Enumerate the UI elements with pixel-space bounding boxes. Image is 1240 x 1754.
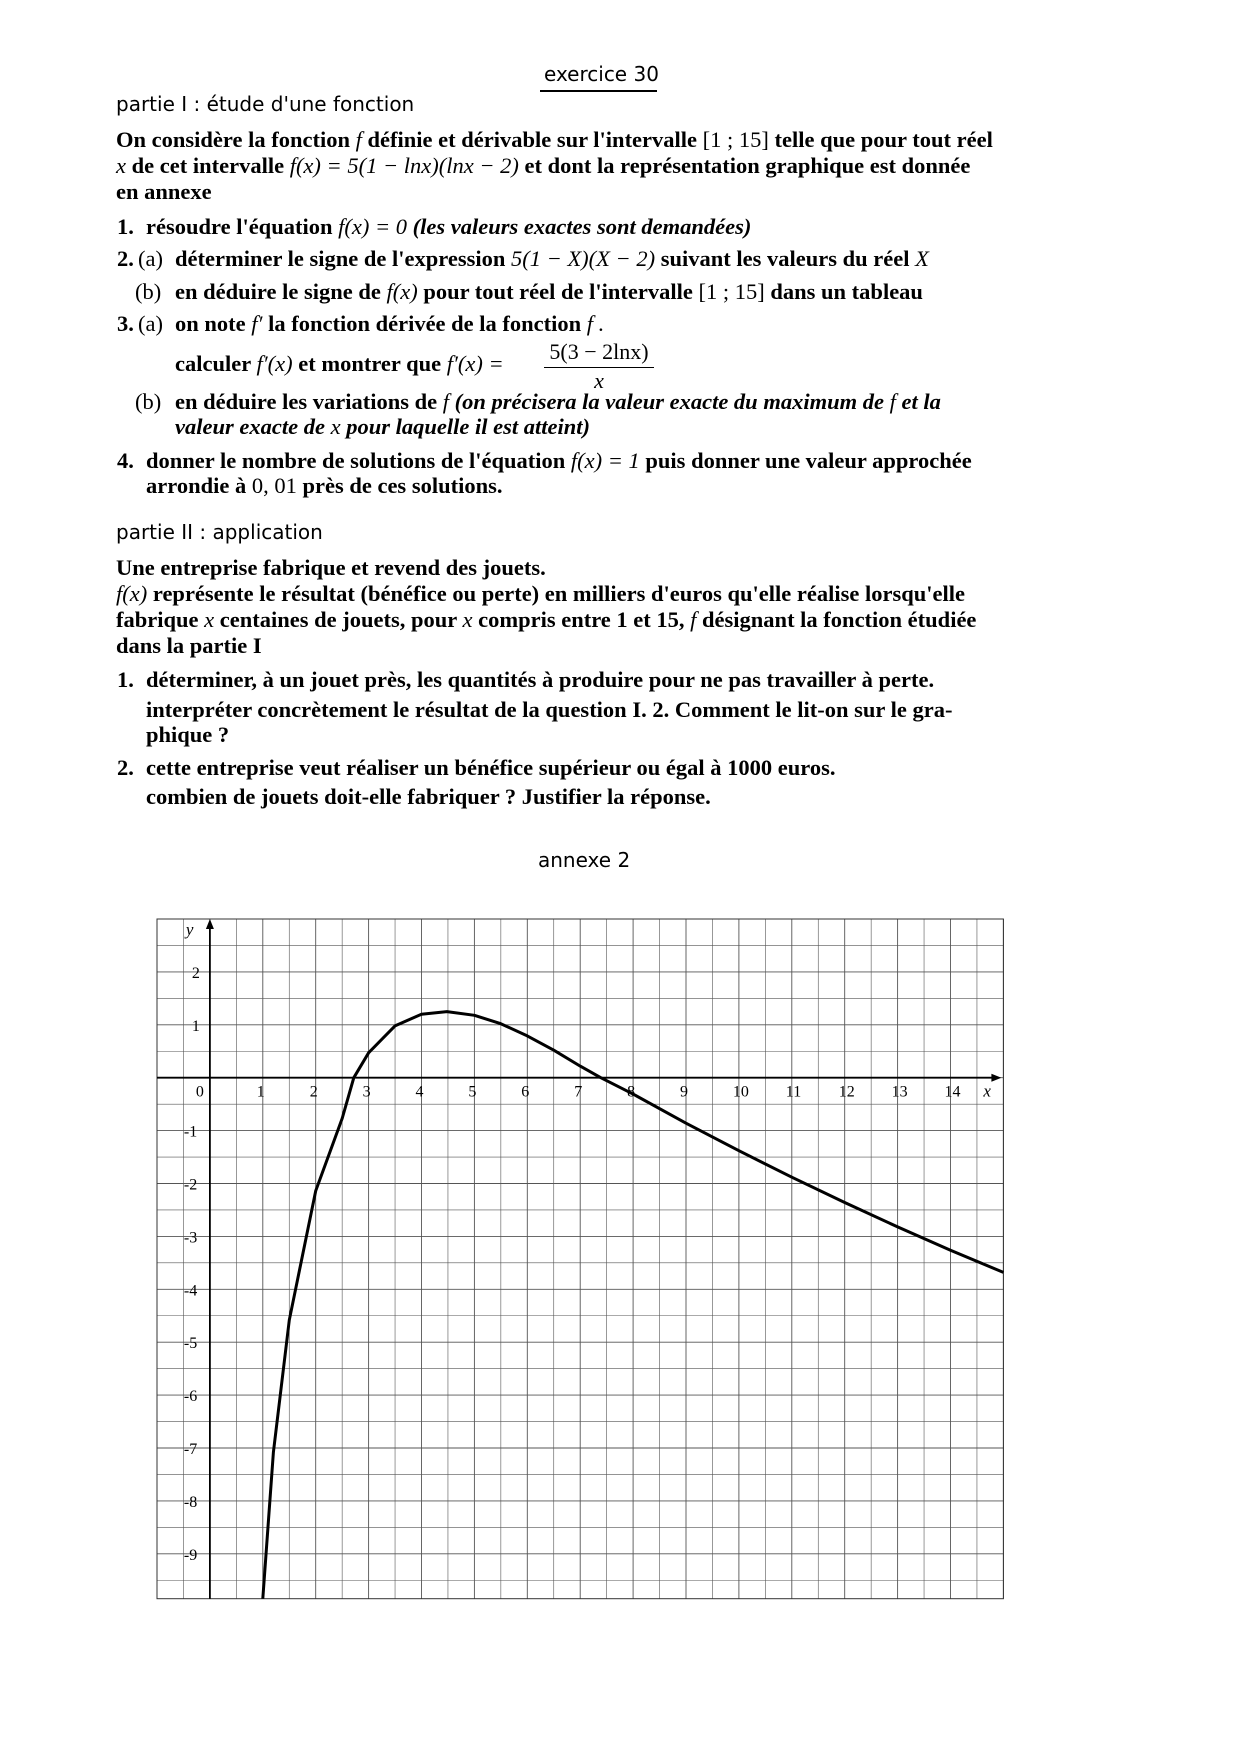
q2b-text: en déduire le signe de f(x) pour tout réel de l'intervalle [1 ; 15] dans un tableau — [175, 279, 923, 304]
p2-q1-line3: phique ? — [146, 722, 230, 747]
x-tick-label: 1 — [256, 1083, 265, 1101]
part2-heading: partie II : application — [116, 520, 323, 544]
p2-q2-number: 2. — [117, 755, 134, 780]
q4-number: 4. — [117, 448, 134, 473]
x-tick-label: 2 — [309, 1083, 318, 1101]
y-tick-label: -8 — [183, 1493, 198, 1511]
x-tick-label: 12 — [838, 1083, 855, 1101]
grid — [157, 919, 1003, 1599]
x-tick-label: 9 — [680, 1083, 688, 1101]
q1-text: résoudre l'équation f(x) = 0 (les valeurs exactes sont demandées) — [146, 214, 752, 239]
x-tick-label: 4 — [415, 1083, 424, 1101]
y-axis-arrow — [206, 919, 214, 929]
q2a-label: (a) — [138, 246, 163, 271]
fraction-denominator: x — [594, 368, 604, 393]
x-tick-label: 13 — [891, 1083, 908, 1101]
part2-line3: fabrique x centaines de jouets, pour x compris entre 1 et 15, f désignant la fonction étudiée — [116, 607, 977, 632]
p2-q2-line2: combien de jouets doit-elle fabriquer ? Justifier la réponse. — [146, 784, 711, 809]
fraction-numerator: 5(3 − 2lnx) — [549, 339, 649, 364]
part1-heading: partie I : étude d'une fonction — [116, 92, 415, 116]
function-graph — [150, 912, 1010, 1742]
y-tick-label: -4 — [183, 1282, 198, 1300]
q3a-calc: calculer f′(x) et montrer que f′(x) = — [175, 351, 504, 376]
y-tick-label: -6 — [183, 1388, 198, 1406]
q4-text: donner le nombre de solutions de l'équation f(x) = 1 puis donner une valeur approchée — [146, 448, 972, 473]
y-tick-label: 1 — [191, 1017, 200, 1035]
title-underline — [540, 90, 657, 92]
y-tick-label: -5 — [183, 1335, 198, 1353]
q4-text-cont: arrondie à 0, 01 près de ces solutions. — [146, 473, 503, 498]
y-tick-label: -1 — [183, 1123, 198, 1141]
part1-intro-line3: en annexe — [116, 179, 212, 204]
p2-q2-line1: cette entreprise veut réaliser un bénéfice supérieur ou égal à 1000 euros. — [146, 755, 836, 780]
y-tick-label: -7 — [183, 1441, 198, 1458]
y-tick-label: 2 — [191, 964, 200, 982]
q3b-text: en déduire les variations de f (on précisera la valeur exacte du maximum de f et la — [175, 389, 941, 414]
part2-line1: Une entreprise fabrique et revend des jouets. — [116, 555, 546, 580]
q3b-text-cont: valeur exacte de x pour laquelle il est atteint) — [175, 414, 590, 439]
x-tick-label: 3 — [362, 1083, 371, 1101]
y-axis-label: y — [185, 920, 194, 939]
p2-q1-number: 1. — [117, 667, 134, 692]
q2b-label: (b) — [135, 279, 162, 304]
p2-q1-line1: déterminer, à un jouet près, les quantités à produire pour ne pas travailler à perte. — [146, 667, 935, 692]
x-tick-label: 5 — [468, 1083, 477, 1101]
q2-number: 2. — [117, 246, 134, 271]
q3-number: 3. — [117, 311, 134, 336]
y-tick-label: -3 — [183, 1229, 198, 1247]
q2a-text: déterminer le signe de l'expression 5(1 − X)(X − 2) suivant les valeurs du réel X — [175, 246, 929, 271]
part1-intro-line1: On considère la fonction f définie et dérivable sur l'intervalle [1 ; 15] telle que pour tout réel — [116, 127, 993, 152]
x-tick-label: 6 — [521, 1083, 530, 1101]
x-tick-label: 7 — [574, 1083, 583, 1101]
annex-title: annexe 2 — [538, 848, 631, 872]
y-tick-label: -2 — [183, 1176, 198, 1194]
q1-number: 1. — [117, 214, 134, 239]
x-tick-label: 8 — [627, 1083, 636, 1101]
x-tick-label: 10 — [732, 1083, 749, 1101]
q3b-label: (b) — [135, 389, 162, 414]
x-axis-label: x — [983, 1081, 991, 1101]
part2-line2: f(x) représente le résultat (bénéfice ou perte) en milliers d'euros qu'elle réalise lorsqu'elle — [116, 581, 965, 606]
axes — [157, 919, 1001, 1599]
x-axis-arrow — [991, 1074, 1001, 1082]
y-tick-label: -9 — [183, 1546, 198, 1564]
part2-line4: dans la partie I — [116, 633, 262, 658]
q3a-label: (a) — [138, 311, 163, 336]
exercise-title: exercice 30 — [544, 62, 659, 86]
q3a-text: on note f′ la fonction dérivée de la fonction f . — [175, 311, 605, 336]
part1-intro-line2: x de cet intervalle f(x) = 5(1 − lnx)(lnx − 2) et dont la représentation graphique est donnée — [116, 153, 971, 178]
x-tick-label: 0 — [195, 1083, 204, 1101]
p2-q1-line2: interpréter concrètement le résultat de la question I. 2. Comment le lit-on sur le gra- — [146, 697, 953, 722]
derivative-fraction — [544, 339, 654, 394]
x-tick-label: 11 — [785, 1083, 802, 1101]
x-tick-label: 14 — [944, 1083, 961, 1101]
